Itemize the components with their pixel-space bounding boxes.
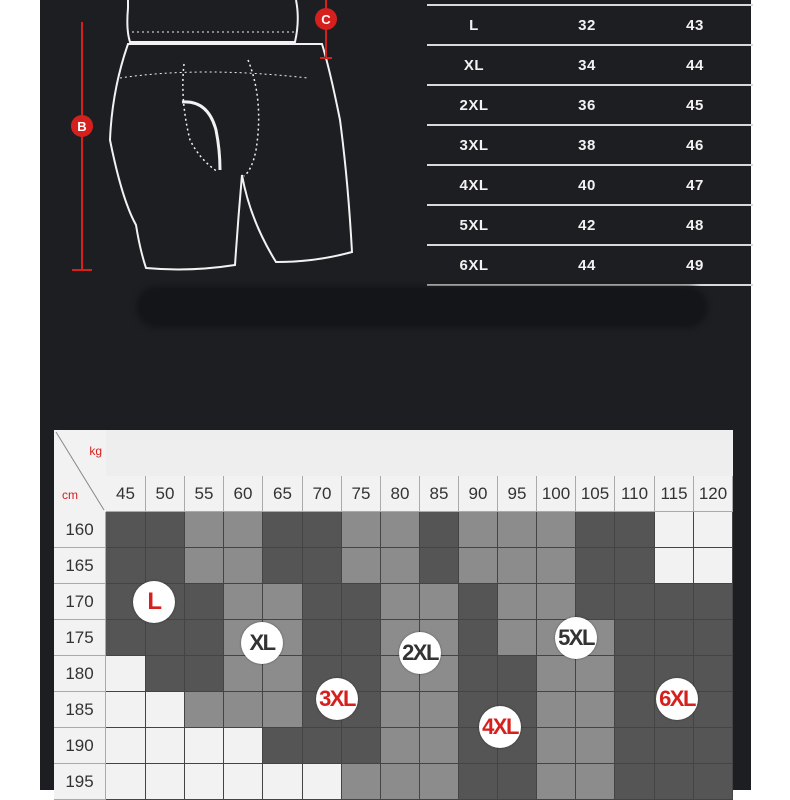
height-header-cell: 185 <box>54 692 106 728</box>
measure-a-cell: 40 <box>578 176 596 194</box>
grid-cell <box>615 584 655 620</box>
grid-cell <box>185 692 224 728</box>
size-row <box>427 46 753 86</box>
measure-b-cell: 44 <box>686 56 704 74</box>
grid-cell <box>420 584 459 620</box>
weight-header-cell: 75 <box>342 476 381 512</box>
height-header-cell: 180 <box>54 656 106 692</box>
measure-b-cell: 46 <box>686 136 704 154</box>
grid-cell <box>381 584 420 620</box>
grid-cell <box>185 728 224 764</box>
grid-cell <box>303 548 342 584</box>
grid-cell <box>459 548 498 584</box>
measure-b-label: B <box>71 115 93 137</box>
grid-cell <box>459 584 498 620</box>
grid-cell <box>106 764 146 800</box>
size-cell: 5XL <box>459 216 489 234</box>
grid-cell <box>615 692 655 728</box>
size-badge: L <box>133 581 175 623</box>
grid-cell <box>576 764 615 800</box>
height-header-cell: 175 <box>54 620 106 656</box>
grid-cell <box>146 728 185 764</box>
height-header-cell: 195 <box>54 764 106 800</box>
grid-cell <box>263 692 303 728</box>
weight-header-cell: 115 <box>655 476 694 512</box>
grid-cell <box>303 728 342 764</box>
grid-cell <box>224 728 263 764</box>
grid-cell <box>303 620 342 656</box>
grid-cell <box>342 584 381 620</box>
height-header-cell: 190 <box>54 728 106 764</box>
measure-a-cell: 34 <box>578 56 596 74</box>
grid-cell <box>615 728 655 764</box>
measure-b-cell: 43 <box>686 16 704 34</box>
weight-header-cell: 70 <box>303 476 342 512</box>
grid-cell <box>655 512 694 548</box>
grid-cell <box>263 512 303 548</box>
floor-shadow <box>136 286 708 328</box>
grid-cell <box>224 512 263 548</box>
grid-cell <box>694 728 733 764</box>
grid-cell <box>459 512 498 548</box>
grid-cell <box>498 512 537 548</box>
grid-cell <box>146 656 185 692</box>
grid-cell <box>342 512 381 548</box>
measure-b-cell: 45 <box>686 96 704 114</box>
weight-header-cell: 80 <box>381 476 420 512</box>
grid-cell <box>106 548 146 584</box>
grid-cell <box>459 656 498 692</box>
weight-header-cell: 45 <box>106 476 146 512</box>
grid-cell <box>576 512 615 548</box>
grid-cell <box>185 512 224 548</box>
grid-cell <box>694 764 733 800</box>
grid-cell <box>420 728 459 764</box>
grid-cell <box>615 764 655 800</box>
weight-header-cell: 60 <box>224 476 263 512</box>
size-badge: 5XL <box>555 617 597 659</box>
size-cell: XL <box>463 56 485 74</box>
grid-header-banner <box>106 430 733 476</box>
grid-cell <box>576 548 615 584</box>
size-badge: 3XL <box>316 678 358 720</box>
size-row <box>427 6 753 46</box>
grid-cell <box>342 728 381 764</box>
grid-cell <box>185 584 224 620</box>
grid-cell <box>576 692 615 728</box>
grid-cell <box>420 764 459 800</box>
size-badge: 2XL <box>399 632 441 674</box>
grid-cell <box>615 656 655 692</box>
measure-a-cell: 36 <box>578 96 596 114</box>
weight-header-cell: 120 <box>694 476 733 512</box>
weight-unit-label: kg <box>89 444 102 458</box>
grid-cell <box>576 584 615 620</box>
grid-cell <box>342 764 381 800</box>
grid-cell <box>342 620 381 656</box>
grid-cell <box>420 548 459 584</box>
grid-cell <box>263 764 303 800</box>
grid-cell <box>537 692 576 728</box>
grid-cell <box>615 620 655 656</box>
grid-cell <box>381 692 420 728</box>
grid-cell <box>615 548 655 584</box>
grid-cell <box>655 728 694 764</box>
weight-header-cell: 90 <box>459 476 498 512</box>
measure-a-cell: 42 <box>578 216 596 234</box>
size-cell: 4XL <box>459 176 489 194</box>
grid-cell <box>381 512 420 548</box>
grid-cell <box>146 764 185 800</box>
weight-header-cell: 50 <box>146 476 185 512</box>
grid-cell <box>224 692 263 728</box>
measure-a-cell: 32 <box>578 16 596 34</box>
grid-cell <box>185 764 224 800</box>
grid-cell <box>537 584 576 620</box>
grid-cell <box>146 620 185 656</box>
grid-cell <box>694 548 733 584</box>
grid-cell <box>185 548 224 584</box>
grid-cell <box>106 512 146 548</box>
grid-cell <box>381 728 420 764</box>
weight-header-cell: 105 <box>576 476 615 512</box>
grid-cell <box>263 548 303 584</box>
grid-cell <box>694 512 733 548</box>
grid-cell <box>342 548 381 584</box>
grid-cell <box>694 584 733 620</box>
weight-header-cell: 100 <box>537 476 576 512</box>
grid-cell <box>615 512 655 548</box>
grid-cell <box>459 620 498 656</box>
grid-cell <box>224 584 263 620</box>
grid-cell <box>655 764 694 800</box>
grid-cell <box>537 656 576 692</box>
grid-cell <box>576 728 615 764</box>
size-row <box>427 246 753 286</box>
grid-cell <box>224 764 263 800</box>
weight-header-cell: 85 <box>420 476 459 512</box>
size-badge: XL <box>241 622 283 664</box>
boxer-shorts-illustration <box>40 0 400 290</box>
grid-cell <box>146 512 185 548</box>
measure-c-label: C <box>315 8 337 30</box>
grid-cell <box>694 692 733 728</box>
weight-header-cell: 55 <box>185 476 224 512</box>
grid-cell <box>498 548 537 584</box>
grid-cell <box>106 728 146 764</box>
grid-cell <box>655 584 694 620</box>
grid-cell <box>537 728 576 764</box>
grid-cell <box>263 728 303 764</box>
grid-cell <box>106 620 146 656</box>
size-row <box>427 86 753 126</box>
size-cell: 6XL <box>459 256 489 274</box>
grid-cell <box>106 656 146 692</box>
grid-cell <box>576 656 615 692</box>
weight-header-cell: 65 <box>263 476 303 512</box>
measure-a-cell: 44 <box>578 256 596 274</box>
grid-cell <box>694 620 733 656</box>
grid-cell <box>146 692 185 728</box>
size-row <box>427 126 753 166</box>
size-cell: 3XL <box>459 136 489 154</box>
height-unit-label: cm <box>62 488 78 502</box>
size-badge: 4XL <box>479 706 521 748</box>
height-header-cell: 170 <box>54 584 106 620</box>
weight-header-cell: 110 <box>615 476 655 512</box>
grid-cell <box>106 692 146 728</box>
grid-cell <box>537 548 576 584</box>
grid-cell <box>381 764 420 800</box>
grid-cell <box>303 764 342 800</box>
grid-cell <box>185 620 224 656</box>
size-badge: 6XL <box>656 678 698 720</box>
grid-cell <box>420 692 459 728</box>
measure-b-cell: 47 <box>686 176 704 194</box>
size-cell: L <box>469 16 479 34</box>
grid-cell <box>263 584 303 620</box>
grid-cell <box>303 512 342 548</box>
grid-cell <box>381 548 420 584</box>
height-header-cell: 160 <box>54 512 106 548</box>
grid-cell <box>537 512 576 548</box>
grid-cell <box>224 548 263 584</box>
grid-cell <box>655 620 694 656</box>
grid-cell <box>694 656 733 692</box>
measure-a-cell: 38 <box>578 136 596 154</box>
measure-b-cell: 48 <box>686 216 704 234</box>
grid-cell <box>498 620 537 656</box>
grid-cell <box>498 584 537 620</box>
size-row <box>427 206 753 246</box>
weight-header-cell: 95 <box>498 476 537 512</box>
size-chart-table <box>427 0 753 286</box>
size-row <box>427 166 753 206</box>
grid-cell <box>498 656 537 692</box>
grid-cell <box>655 548 694 584</box>
height-header-cell: 165 <box>54 548 106 584</box>
grid-cell <box>146 548 185 584</box>
grid-cell <box>498 764 537 800</box>
grid-cell <box>537 764 576 800</box>
grid-cell <box>459 764 498 800</box>
grid-cell <box>420 512 459 548</box>
grid-cell <box>303 584 342 620</box>
size-cell: 2XL <box>459 96 489 114</box>
measure-b-cell: 49 <box>686 256 704 274</box>
grid-corner <box>54 430 106 512</box>
grid-cell <box>185 656 224 692</box>
